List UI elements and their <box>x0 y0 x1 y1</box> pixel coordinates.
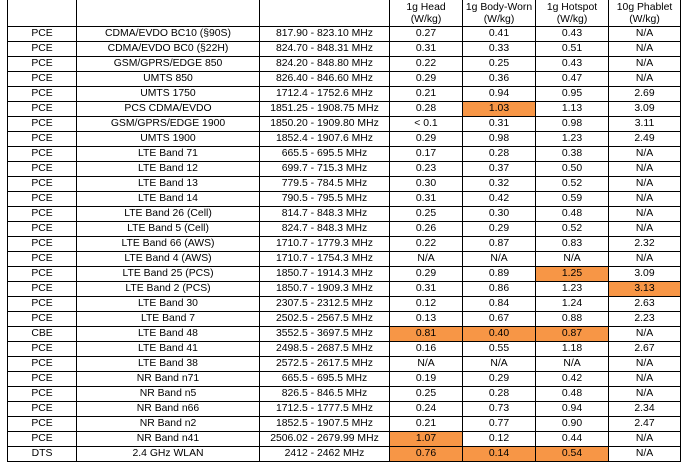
body-worn-sar-cell: 0.28 <box>463 147 536 162</box>
hotspot-sar-cell: 1.24 <box>536 297 609 312</box>
head-sar-cell: 0.23 <box>390 162 463 177</box>
hotspot-sar-cell: 0.87 <box>536 327 609 342</box>
head-sar-cell: 0.12 <box>390 297 463 312</box>
frequency-cell: 1851.25 - 1908.75 MHz <box>260 102 390 117</box>
body-worn-sar-cell: 0.86 <box>463 282 536 297</box>
body-worn-sar-cell: 0.94 <box>463 87 536 102</box>
body-worn-sar-cell: 0.84 <box>463 297 536 312</box>
head-sar-cell: 0.29 <box>390 72 463 87</box>
frequency-cell: 824.20 - 848.80 MHz <box>260 57 390 72</box>
head-sar-cell: 0.26 <box>390 222 463 237</box>
hotspot-sar-cell: 0.52 <box>536 222 609 237</box>
equipment-class-cell: PCE <box>8 312 77 327</box>
table-row <box>8 132 681 147</box>
table-row <box>8 117 681 132</box>
phablet-sar-cell: N/A <box>609 57 681 72</box>
head-sar-cell: 0.21 <box>390 87 463 102</box>
head-sar-cell: 0.16 <box>390 342 463 357</box>
frequency-cell: 1852.5 - 1907.5 MHz <box>260 417 390 432</box>
band-cell: LTE Band 7 <box>77 312 260 327</box>
phablet-sar-cell: 2.47 <box>609 417 681 432</box>
table-row <box>8 87 681 102</box>
table-row <box>8 342 681 357</box>
equipment-class-cell: PCE <box>8 252 77 267</box>
phablet-sar-cell: N/A <box>609 252 681 267</box>
equipment-class-cell: PCE <box>8 57 77 72</box>
frequency-cell: 2502.5 - 2567.5 MHz <box>260 312 390 327</box>
equipment-class-cell: PCE <box>8 267 77 282</box>
frequency-cell: 779.5 - 784.5 MHz <box>260 177 390 192</box>
head-sar-cell: 0.25 <box>390 207 463 222</box>
frequency-cell: 824.7 - 848.3 MHz <box>260 222 390 237</box>
table-row <box>8 207 681 222</box>
band-cell: LTE Band 2 (PCS) <box>77 282 260 297</box>
frequency-cell: 1712.4 - 1752.6 MHz <box>260 87 390 102</box>
phablet-sar-cell: N/A <box>609 372 681 387</box>
band-cell: LTE Band 25 (PCS) <box>77 267 260 282</box>
hotspot-sar-cell: 0.52 <box>536 177 609 192</box>
hotspot-sar-cell: 0.54 <box>536 447 609 462</box>
equipment-class-cell: PCE <box>8 237 77 252</box>
hotspot-sar-cell: N/A <box>536 357 609 372</box>
table-row <box>8 327 681 342</box>
body-worn-sar-cell: 0.25 <box>463 57 536 72</box>
equipment-class-cell: PCE <box>8 207 77 222</box>
band-cell: GSM/GPRS/EDGE 850 <box>77 57 260 72</box>
hotspot-sar-cell: 0.83 <box>536 237 609 252</box>
head-sar-cell: 0.24 <box>390 402 463 417</box>
hotspot-sar-cell: 1.18 <box>536 342 609 357</box>
band-cell: NR Band n2 <box>77 417 260 432</box>
header-frequency <box>260 0 390 27</box>
frequency-cell: 665.5 - 695.5 MHz <box>260 372 390 387</box>
table-row <box>8 222 681 237</box>
equipment-class-cell: PCE <box>8 402 77 417</box>
hotspot-sar-cell: 0.43 <box>536 57 609 72</box>
body-worn-sar-cell: 0.37 <box>463 162 536 177</box>
body-worn-sar-cell: 0.89 <box>463 267 536 282</box>
hotspot-sar-cell: 0.48 <box>536 207 609 222</box>
phablet-sar-cell: N/A <box>609 192 681 207</box>
head-sar-cell: 0.31 <box>390 192 463 207</box>
body-worn-sar-cell: 0.32 <box>463 177 536 192</box>
band-cell: LTE Band 5 (Cell) <box>77 222 260 237</box>
header-1g-body-worn: 1g Body-Worn (W/kg) <box>463 0 536 27</box>
head-sar-cell: 0.21 <box>390 417 463 432</box>
band-cell: NR Band n66 <box>77 402 260 417</box>
body-worn-sar-cell: 0.42 <box>463 192 536 207</box>
head-sar-cell: 0.27 <box>390 27 463 42</box>
band-cell: UMTS 1900 <box>77 132 260 147</box>
equipment-class-cell: PCE <box>8 117 77 132</box>
head-sar-cell: 0.29 <box>390 267 463 282</box>
frequency-cell: 826.40 - 846.60 MHz <box>260 72 390 87</box>
band-cell: LTE Band 12 <box>77 162 260 177</box>
hotspot-sar-cell: 0.59 <box>536 192 609 207</box>
frequency-cell: 1852.4 - 1907.6 MHz <box>260 132 390 147</box>
body-worn-sar-cell: 0.33 <box>463 42 536 57</box>
band-cell: NR Band n5 <box>77 387 260 402</box>
header-10g-phablet: 10g Phablet (W/kg) <box>609 0 681 27</box>
band-cell: LTE Band 14 <box>77 192 260 207</box>
frequency-cell: 824.70 - 848.31 MHz <box>260 42 390 57</box>
phablet-sar-cell: 2.32 <box>609 237 681 252</box>
table-row <box>8 447 681 462</box>
head-sar-cell: 0.19 <box>390 372 463 387</box>
hotspot-sar-cell: 1.13 <box>536 102 609 117</box>
table-row <box>8 42 681 57</box>
band-cell: LTE Band 13 <box>77 177 260 192</box>
equipment-class-cell: DTS <box>8 447 77 462</box>
frequency-cell: 814.7 - 848.3 MHz <box>260 207 390 222</box>
equipment-class-cell: CBE <box>8 327 77 342</box>
head-sar-cell: 0.31 <box>390 42 463 57</box>
frequency-cell: 2412 - 2462 MHz <box>260 447 390 462</box>
phablet-sar-cell: N/A <box>609 72 681 87</box>
hotspot-sar-cell: 0.95 <box>536 87 609 102</box>
frequency-cell: 1850.7 - 1909.3 MHz <box>260 282 390 297</box>
phablet-sar-cell: 3.13 <box>609 282 681 297</box>
equipment-class-cell: PCE <box>8 417 77 432</box>
frequency-cell: 826.5 - 846.5 MHz <box>260 387 390 402</box>
equipment-class-cell: PCE <box>8 387 77 402</box>
body-worn-sar-cell: 0.30 <box>463 207 536 222</box>
band-cell: NR Band n41 <box>77 432 260 447</box>
sar-results-table <box>7 0 681 462</box>
body-worn-sar-cell: 0.41 <box>463 27 536 42</box>
equipment-class-cell: PCE <box>8 297 77 312</box>
phablet-sar-cell: N/A <box>609 42 681 57</box>
header-1g-head: 1g Head (W/kg) <box>390 0 463 27</box>
phablet-sar-cell: N/A <box>609 177 681 192</box>
frequency-cell: 1850.7 - 1914.3 MHz <box>260 267 390 282</box>
equipment-class-cell: PCE <box>8 162 77 177</box>
phablet-sar-cell: N/A <box>609 432 681 447</box>
frequency-cell: 3552.5 - 3697.5 MHz <box>260 327 390 342</box>
table-row <box>8 402 681 417</box>
hotspot-sar-cell: 0.94 <box>536 402 609 417</box>
head-sar-cell: 0.22 <box>390 57 463 72</box>
hotspot-sar-cell: N/A <box>536 252 609 267</box>
phablet-sar-cell: N/A <box>609 447 681 462</box>
frequency-cell: 2307.5 - 2312.5 MHz <box>260 297 390 312</box>
phablet-sar-cell: 2.67 <box>609 342 681 357</box>
head-sar-cell: < 0.1 <box>390 117 463 132</box>
table-row <box>8 27 681 42</box>
band-cell: LTE Band 4 (AWS) <box>77 252 260 267</box>
frequency-cell: 790.5 - 795.5 MHz <box>260 192 390 207</box>
body-worn-sar-cell: N/A <box>463 252 536 267</box>
frequency-cell: 699.7 - 715.3 MHz <box>260 162 390 177</box>
equipment-class-cell: PCE <box>8 357 77 372</box>
hotspot-sar-cell: 1.25 <box>536 267 609 282</box>
table-row <box>8 177 681 192</box>
table-row <box>8 297 681 312</box>
body-worn-sar-cell: 0.29 <box>463 222 536 237</box>
body-worn-sar-cell: 0.14 <box>463 447 536 462</box>
band-cell: UMTS 850 <box>77 72 260 87</box>
head-sar-cell: N/A <box>390 252 463 267</box>
head-sar-cell: 0.17 <box>390 147 463 162</box>
header-band <box>77 0 260 27</box>
phablet-sar-cell: N/A <box>609 162 681 177</box>
phablet-sar-cell: 2.49 <box>609 132 681 147</box>
body-worn-sar-cell: 0.12 <box>463 432 536 447</box>
head-sar-cell: 0.31 <box>390 282 463 297</box>
hotspot-sar-cell: 0.88 <box>536 312 609 327</box>
frequency-cell: 665.5 - 695.5 MHz <box>260 147 390 162</box>
header-equipment-class <box>8 0 77 27</box>
hotspot-sar-cell: 0.98 <box>536 117 609 132</box>
equipment-class-cell: PCE <box>8 192 77 207</box>
frequency-cell: 817.90 - 823.10 MHz <box>260 27 390 42</box>
table-row <box>8 192 681 207</box>
body-worn-sar-cell: 0.87 <box>463 237 536 252</box>
head-sar-cell: 0.28 <box>390 102 463 117</box>
head-sar-cell: 0.29 <box>390 132 463 147</box>
hotspot-sar-cell: 0.43 <box>536 27 609 42</box>
frequency-cell: 2572.5 - 2617.5 MHz <box>260 357 390 372</box>
equipment-class-cell: PCE <box>8 342 77 357</box>
frequency-cell: 1710.7 - 1754.3 MHz <box>260 252 390 267</box>
hotspot-sar-cell: 0.48 <box>536 387 609 402</box>
equipment-class-cell: PCE <box>8 132 77 147</box>
phablet-sar-cell: N/A <box>609 327 681 342</box>
hotspot-sar-cell: 0.51 <box>536 42 609 57</box>
header-1g-hotspot: 1g Hotspot (W/kg) <box>536 0 609 27</box>
band-cell: LTE Band 30 <box>77 297 260 312</box>
equipment-class-cell: PCE <box>8 147 77 162</box>
body-worn-sar-cell: 0.67 <box>463 312 536 327</box>
phablet-sar-cell: 2.23 <box>609 312 681 327</box>
band-cell: LTE Band 48 <box>77 327 260 342</box>
head-sar-cell: 0.30 <box>390 177 463 192</box>
table-row <box>8 387 681 402</box>
band-cell: LTE Band 41 <box>77 342 260 357</box>
band-cell: PCS CDMA/EVDO <box>77 102 260 117</box>
body-worn-sar-cell: 0.77 <box>463 417 536 432</box>
band-cell: UMTS 1750 <box>77 87 260 102</box>
body-worn-sar-cell: 0.73 <box>463 402 536 417</box>
table-row <box>8 57 681 72</box>
table-row <box>8 312 681 327</box>
hotspot-sar-cell: 0.38 <box>536 147 609 162</box>
table-row <box>8 282 681 297</box>
head-sar-cell: 0.81 <box>390 327 463 342</box>
body-worn-sar-cell: 0.28 <box>463 387 536 402</box>
body-worn-sar-cell: 1.03 <box>463 102 536 117</box>
phablet-sar-cell: N/A <box>609 27 681 42</box>
table-row <box>8 432 681 447</box>
body-worn-sar-cell: 0.40 <box>463 327 536 342</box>
frequency-cell: 1710.7 - 1779.3 MHz <box>260 237 390 252</box>
table-row <box>8 417 681 432</box>
body-worn-sar-cell: 0.98 <box>463 132 536 147</box>
hotspot-sar-cell: 1.23 <box>536 282 609 297</box>
table-row <box>8 237 681 252</box>
table-row <box>8 267 681 282</box>
table-row <box>8 147 681 162</box>
head-sar-cell: 0.76 <box>390 447 463 462</box>
table-row <box>8 102 681 117</box>
phablet-sar-cell: 2.69 <box>609 87 681 102</box>
equipment-class-cell: PCE <box>8 27 77 42</box>
phablet-sar-cell: N/A <box>609 147 681 162</box>
hotspot-sar-cell: 1.23 <box>536 132 609 147</box>
phablet-sar-cell: 3.11 <box>609 117 681 132</box>
hotspot-sar-cell: 0.50 <box>536 162 609 177</box>
table-header-row <box>8 0 681 27</box>
band-cell: LTE Band 66 (AWS) <box>77 237 260 252</box>
equipment-class-cell: PCE <box>8 177 77 192</box>
band-cell: LTE Band 26 (Cell) <box>77 207 260 222</box>
phablet-sar-cell: 3.09 <box>609 102 681 117</box>
phablet-sar-cell: N/A <box>609 222 681 237</box>
hotspot-sar-cell: 0.47 <box>536 72 609 87</box>
body-worn-sar-cell: 0.36 <box>463 72 536 87</box>
head-sar-cell: 0.25 <box>390 387 463 402</box>
frequency-cell: 2506.02 - 2679.99 MHz <box>260 432 390 447</box>
phablet-sar-cell: 2.63 <box>609 297 681 312</box>
equipment-class-cell: PCE <box>8 282 77 297</box>
phablet-sar-cell: N/A <box>609 207 681 222</box>
head-sar-cell: 0.13 <box>390 312 463 327</box>
frequency-cell: 1850.20 - 1909.80 MHz <box>260 117 390 132</box>
equipment-class-cell: PCE <box>8 222 77 237</box>
equipment-class-cell: PCE <box>8 72 77 87</box>
table-row <box>8 72 681 87</box>
table-row <box>8 357 681 372</box>
phablet-sar-cell: N/A <box>609 387 681 402</box>
phablet-sar-cell: 3.09 <box>609 267 681 282</box>
body-worn-sar-cell: N/A <box>463 357 536 372</box>
band-cell: NR Band n71 <box>77 372 260 387</box>
equipment-class-cell: PCE <box>8 87 77 102</box>
body-worn-sar-cell: 0.29 <box>463 372 536 387</box>
band-cell: CDMA/EVDO BC10 (§90S) <box>77 27 260 42</box>
body-worn-sar-cell: 0.31 <box>463 117 536 132</box>
hotspot-sar-cell: 0.44 <box>536 432 609 447</box>
table-row <box>8 372 681 387</box>
hotspot-sar-cell: 0.90 <box>536 417 609 432</box>
equipment-class-cell: PCE <box>8 372 77 387</box>
band-cell: 2.4 GHz WLAN <box>77 447 260 462</box>
phablet-sar-cell: N/A <box>609 357 681 372</box>
band-cell: CDMA/EVDO BC0 (§22H) <box>77 42 260 57</box>
head-sar-cell: N/A <box>390 357 463 372</box>
equipment-class-cell: PCE <box>8 102 77 117</box>
head-sar-cell: 0.22 <box>390 237 463 252</box>
head-sar-cell: 1.07 <box>390 432 463 447</box>
table-row <box>8 162 681 177</box>
body-worn-sar-cell: 0.55 <box>463 342 536 357</box>
band-cell: GSM/GPRS/EDGE 1900 <box>77 117 260 132</box>
band-cell: LTE Band 38 <box>77 357 260 372</box>
equipment-class-cell: PCE <box>8 432 77 447</box>
table-row <box>8 252 681 267</box>
hotspot-sar-cell: 0.42 <box>536 372 609 387</box>
band-cell: LTE Band 71 <box>77 147 260 162</box>
frequency-cell: 2498.5 - 2687.5 MHz <box>260 342 390 357</box>
equipment-class-cell: PCE <box>8 42 77 57</box>
frequency-cell: 1712.5 - 1777.5 MHz <box>260 402 390 417</box>
phablet-sar-cell: 2.34 <box>609 402 681 417</box>
